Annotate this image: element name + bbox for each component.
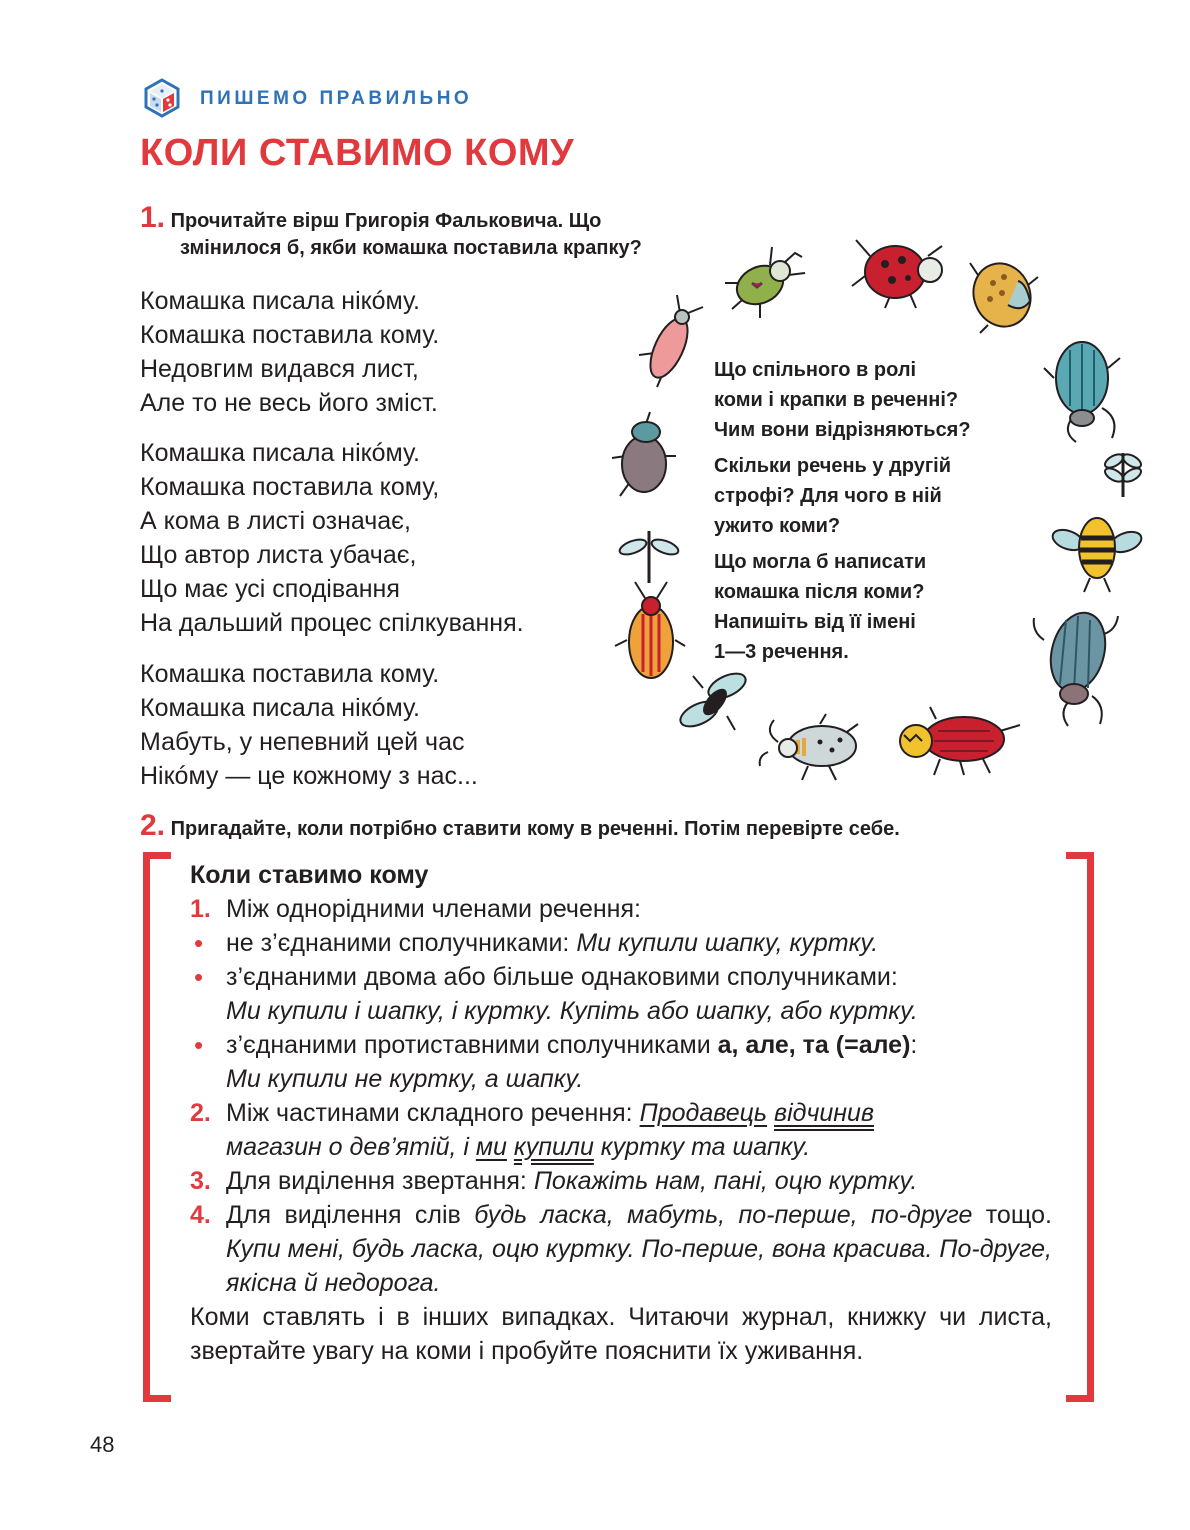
introductory-words: будь ласка, мабуть, по-перше, по-друге bbox=[474, 1201, 973, 1229]
poem-line: Але то не весь його зміст. bbox=[140, 389, 438, 417]
rule-bullet-1 bbox=[190, 926, 1052, 960]
task-2-text: Пригадайте, коли потрібно ставити кому в реченні. Потім перевірте себе. bbox=[170, 818, 900, 840]
bullet-icon: • bbox=[194, 962, 204, 992]
rule-item-text: Між частинами складного речення: bbox=[226, 1099, 640, 1127]
grey-beetle-icon bbox=[1030, 600, 1120, 730]
bullet-text: з’єднаними протиставними сполучниками bbox=[226, 1031, 718, 1059]
question-line: Що могла б написати bbox=[714, 551, 927, 573]
question-line: 1—3 речення. bbox=[714, 641, 849, 663]
rule-item-1 bbox=[190, 892, 1052, 926]
task-1 bbox=[140, 203, 601, 236]
bracket-left bbox=[143, 852, 171, 1402]
poem-line: Що має усі сподівання bbox=[140, 575, 400, 603]
poem-line: Комашка писала нікóму. bbox=[140, 439, 420, 467]
poem-line: Що автор листа убачає, bbox=[140, 541, 417, 569]
red-striped-beetle-icon bbox=[615, 527, 685, 585]
rule-item-number: 1. bbox=[190, 895, 211, 923]
predicate-underlined: відчинив bbox=[774, 1099, 875, 1127]
task-2 bbox=[140, 811, 900, 844]
rule-item-number: 3. bbox=[190, 1167, 211, 1195]
poem-line: Комашка поставила кому, bbox=[140, 473, 440, 501]
predicate-underlined: купили bbox=[513, 1133, 594, 1161]
poem-line: Мабуть, у непевний цей час bbox=[140, 728, 465, 756]
rule-example: Покажіть нам, пані, оцю куртку. bbox=[533, 1167, 918, 1195]
rule-heading: Коли ставимо кому bbox=[190, 861, 429, 889]
bullet-text: не з’єднаними сполучниками: bbox=[226, 929, 577, 957]
yellow-beetle-icon bbox=[968, 255, 1040, 335]
rule-item-number: 4. bbox=[190, 1201, 211, 1229]
rule-example: Купи мені, будь ласка, оцю куртку. По-перше, вона красива. По-друге, якісна й недорога. bbox=[226, 1235, 1052, 1297]
questions-block bbox=[714, 355, 1044, 673]
bullet-example: Ми купили не куртку, а шапку. bbox=[226, 1065, 584, 1093]
poem-line: Нікóму — це кожному з нас... bbox=[140, 762, 478, 790]
rule-item-text: тощо. bbox=[985, 1201, 1052, 1229]
poem-line: На дальший процес спілкування. bbox=[140, 609, 524, 637]
question-3 bbox=[714, 547, 1044, 667]
question-line: комашка після коми? bbox=[714, 581, 925, 603]
subject-underlined: ми bbox=[475, 1133, 507, 1161]
task-2-number: 2. bbox=[140, 809, 166, 842]
question-line: строфі? Для чого в ній bbox=[714, 485, 942, 507]
poem-stanza-3 bbox=[140, 657, 478, 793]
question-line: коми і крапки в реченні? bbox=[714, 389, 959, 411]
example-part: магазин о дев’ятій, і bbox=[226, 1133, 476, 1161]
poem-line: А кома в листі означає, bbox=[140, 507, 411, 535]
rule-item-3 bbox=[190, 1164, 1052, 1198]
bee-icon bbox=[1050, 500, 1145, 595]
poem-line: Комашка поставила кому. bbox=[140, 660, 440, 688]
task-1-line2: змінилося б, якби комашка поставила крапку? bbox=[180, 237, 642, 259]
question-line: ужито коми? bbox=[714, 515, 841, 537]
question-line: Чим вони відрізняються? bbox=[714, 419, 971, 441]
poem-stanza-1 bbox=[140, 284, 439, 420]
rule-item-2 bbox=[190, 1096, 1052, 1164]
question-2 bbox=[714, 451, 1044, 541]
bullet-example: Ми купили і шапку, і куртку. Купіть або шапку, або куртку. bbox=[226, 997, 918, 1025]
task-1-number: 1. bbox=[140, 201, 166, 234]
example-part: куртку та шапку. bbox=[593, 1133, 811, 1161]
colon: : bbox=[910, 1031, 918, 1059]
poem-stanza-2 bbox=[140, 436, 524, 640]
task-1-text-line1: Прочитайте вірш Григорія Фальковича. Що bbox=[170, 210, 602, 232]
bullet-icon: • bbox=[194, 1030, 204, 1060]
rule-bullet-2 bbox=[190, 960, 1052, 1028]
question-line: Що спільного в ролі bbox=[714, 359, 917, 381]
poem-line: Комашка поставила кому. bbox=[140, 321, 440, 349]
ladybug-icon bbox=[850, 236, 950, 308]
rule-box bbox=[190, 858, 1052, 1368]
bullet-text: з’єднаними двома або більше однаковими сполучниками: bbox=[226, 963, 898, 991]
rule-item-4 bbox=[190, 1198, 1052, 1300]
brown-beetle-icon bbox=[610, 410, 678, 502]
rule-bullet-3 bbox=[190, 1028, 1052, 1096]
question-line: Скільки речень у другій bbox=[714, 455, 952, 477]
bracket-right bbox=[1066, 852, 1094, 1402]
rule-item-text: Для виділення слів bbox=[226, 1201, 475, 1229]
section-label: ПИШЕМО ПРАВИЛЬНО bbox=[200, 88, 473, 109]
grey-beetle-icon bbox=[758, 712, 868, 782]
blue-beetle-icon bbox=[1042, 328, 1122, 448]
subject-underlined: Продавець bbox=[639, 1099, 768, 1127]
rule-footer: Коми ставлять і в інших випадках. Читаючи журнал, книжку чи листа, звертайте увагу на коми і пробуйте пояснити їх уживання. bbox=[190, 1303, 1052, 1365]
dragonfly-icon bbox=[1102, 445, 1144, 501]
poem-line: Недовгим видався лист, bbox=[140, 355, 419, 383]
bullet-icon: • bbox=[194, 928, 204, 958]
rule-item-text: Між однорідними членами речення: bbox=[226, 895, 641, 923]
conjunctions: а, але, та (=але) bbox=[717, 1031, 911, 1059]
red-orange-beetle-icon bbox=[890, 705, 1025, 777]
pink-beetle-icon bbox=[635, 293, 705, 388]
fly-icon bbox=[675, 668, 755, 738]
dice-icon bbox=[143, 78, 181, 118]
page-title: КОЛИ СТАВИМО КОМУ bbox=[140, 132, 575, 174]
question-1 bbox=[714, 355, 1044, 445]
rule-item-number: 2. bbox=[190, 1099, 211, 1127]
poem-line: Комашка писала нікóму. bbox=[140, 694, 420, 722]
bullet-example: Ми купили шапку, куртку. bbox=[576, 929, 879, 957]
page-number: 48 bbox=[90, 1432, 115, 1457]
poem-line: Комашка писала нікóму. bbox=[140, 287, 420, 315]
rule-item-text: Для виділення звертання: bbox=[226, 1167, 534, 1195]
question-line: Напишіть від її імені bbox=[714, 611, 916, 633]
green-beetle-icon bbox=[720, 243, 810, 323]
